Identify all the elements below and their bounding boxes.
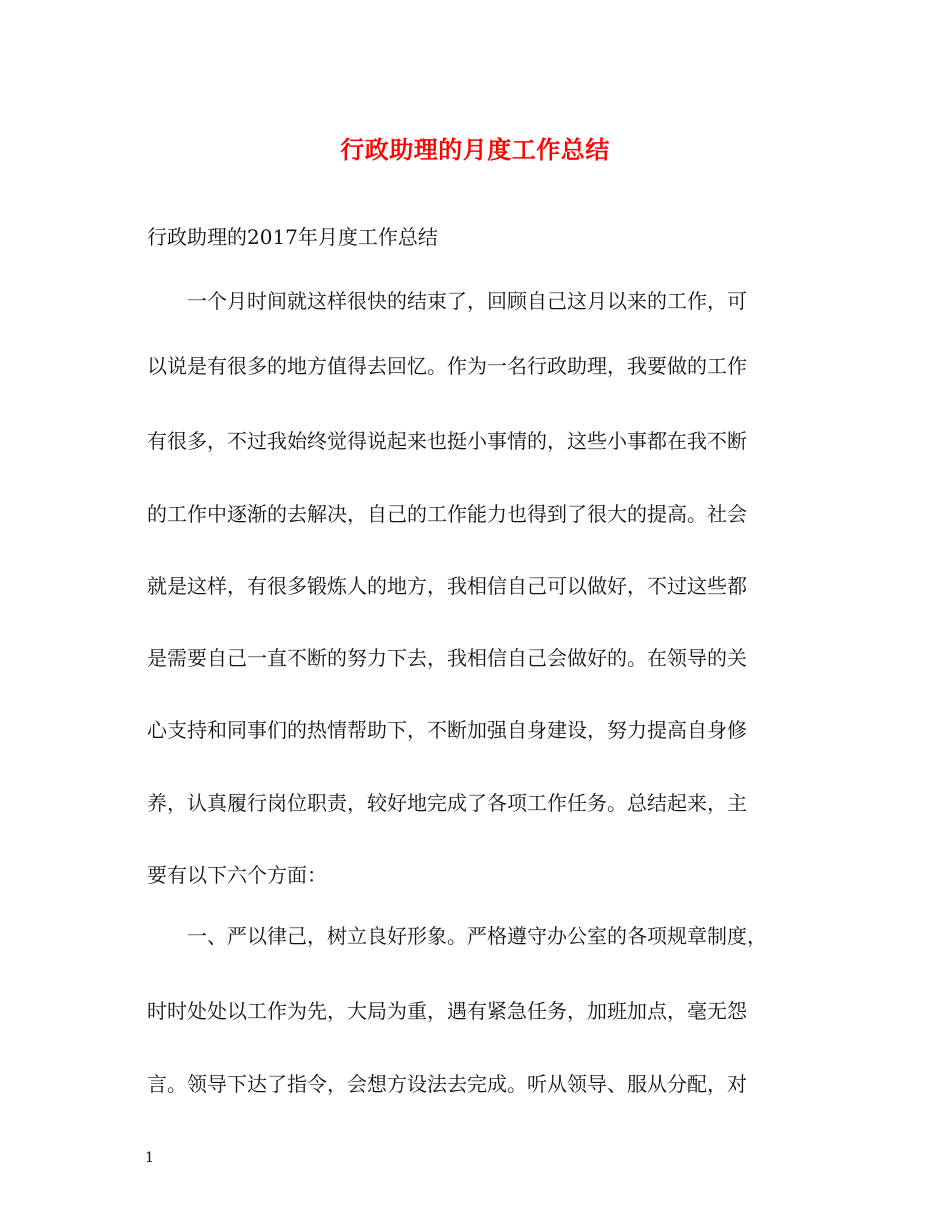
document-subtitle: 行政助理的2017年月度工作总结 <box>147 225 438 249</box>
body-line: 一、严以律己，树立良好形象。严格遵守办公室的各项规章制度， <box>187 924 767 948</box>
body-line: 言。领导下达了指令，会想方设法去完成。听从领导、服从分配，对 <box>147 1072 747 1096</box>
body-line: 要有以下六个方面： <box>147 863 327 887</box>
body-line: 一个月时间就这样很快的结束了，回顾自己这月以来的工作，可 <box>187 289 747 313</box>
body-line: 就是这样，有很多锻炼人的地方，我相信自己可以做好，不过这些都 <box>147 574 747 598</box>
body-line: 以说是有很多的地方值得去回忆。作为一名行政助理，我要做的工作 <box>147 354 747 378</box>
body-line: 的工作中逐渐的去解决，自己的工作能力也得到了很大的提高。社会 <box>147 502 747 526</box>
page-number: 1 <box>145 1150 154 1166</box>
body-line: 心支持和同事们的热情帮助下，不断加强自身建设，努力提高自身修 <box>147 718 747 742</box>
document-title: 行政助理的月度工作总结 <box>340 135 610 164</box>
body-line: 时时处处以工作为先，大局为重，遇有紧急任务，加班加点，毫无怨 <box>147 999 747 1023</box>
body-line: 有很多，不过我始终觉得说起来也挺小事情的，这些小事都在我不断 <box>147 429 747 453</box>
body-line: 养，认真履行岗位职责，较好地完成了各项工作任务。总结起来，主 <box>147 791 747 815</box>
body-line: 是需要自己一直不断的努力下去，我相信自己会做好的。在领导的关 <box>147 646 747 670</box>
